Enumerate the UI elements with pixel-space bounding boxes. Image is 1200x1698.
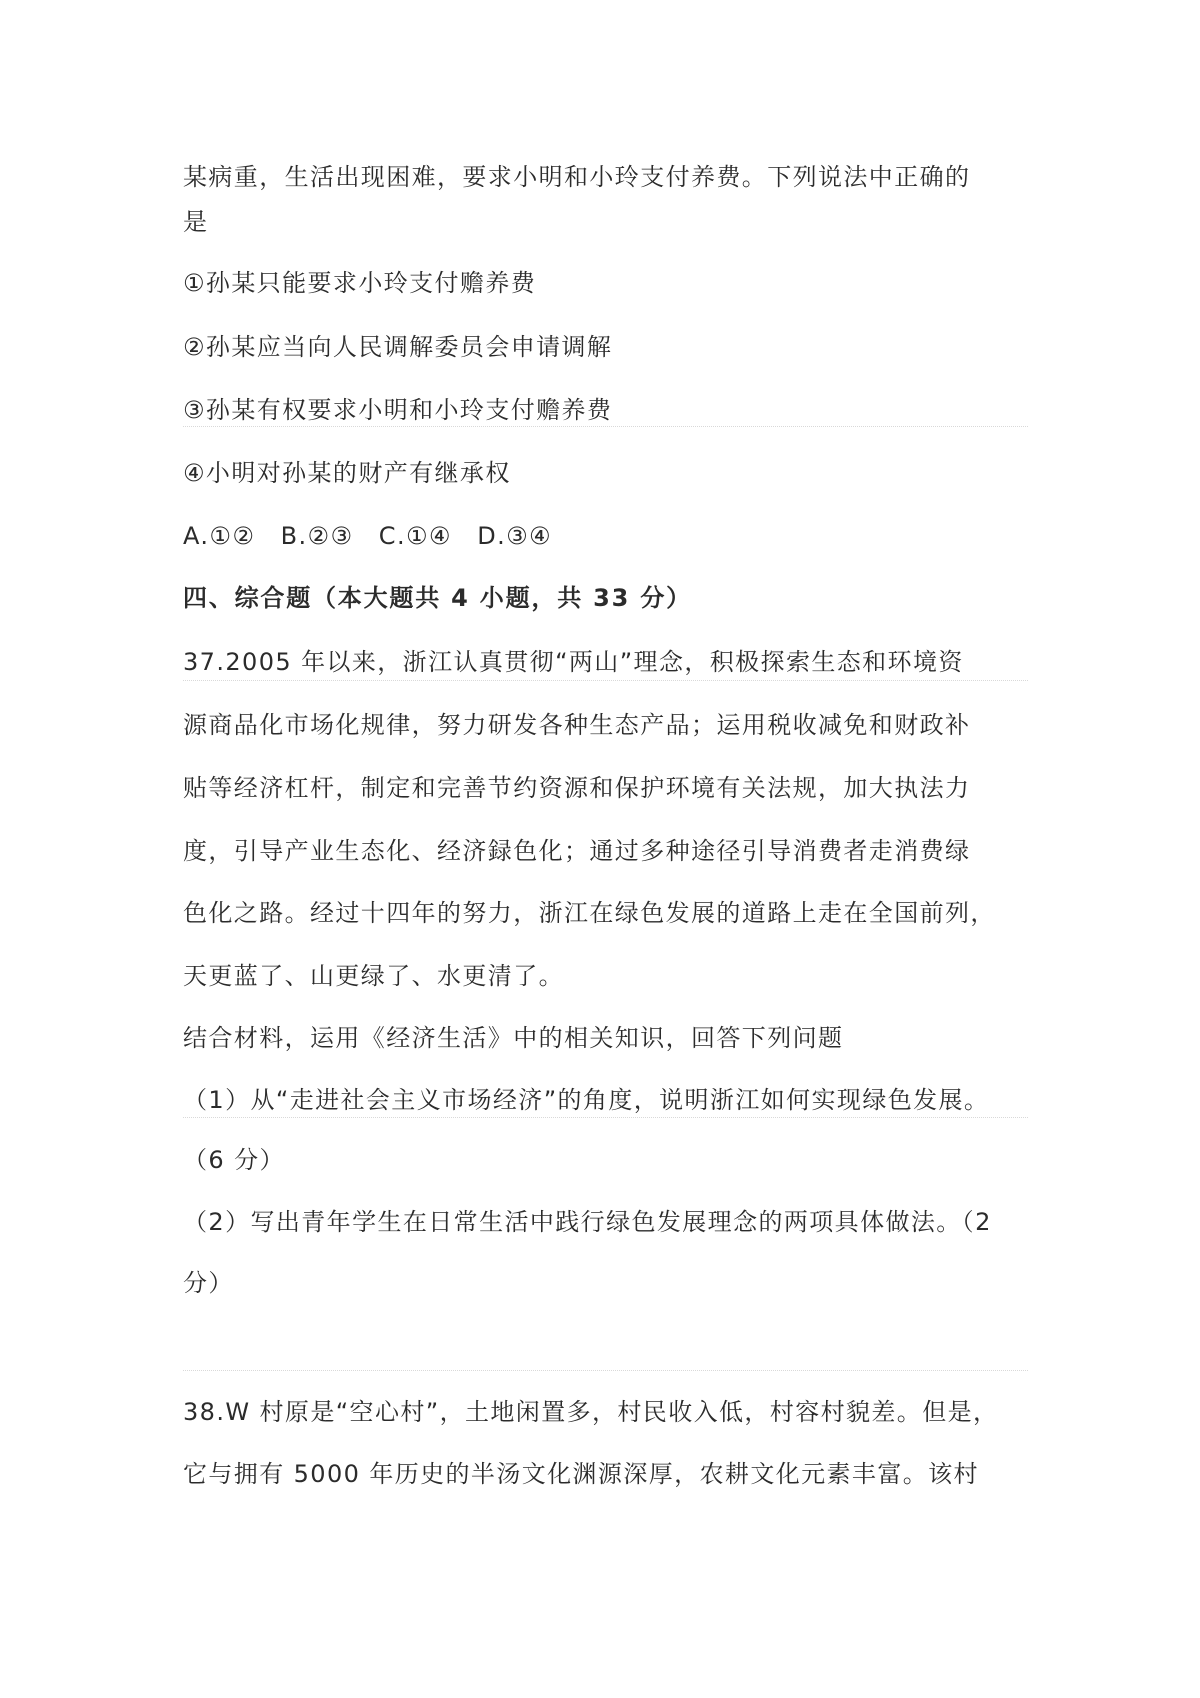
option-line-1: ①孙某只能要求小玲支付赡养费 bbox=[183, 269, 537, 297]
question-38-line: 38.W 村原是“空心村”，土地闲置多，村民收入低，村容村貌差。但是， bbox=[183, 1398, 999, 1426]
sub-question-2: （2）写出青年学生在日常生活中践行绿色发展理念的两项具体做法。（2 bbox=[183, 1208, 992, 1236]
dotted-divider bbox=[183, 426, 1028, 427]
question-37-line: 源商品化市场化规律，努力研发各种生态产品；运用税收减免和财政补 bbox=[183, 711, 971, 739]
sub-question-1: （1）从“走进社会主义市场经济”的角度，说明浙江如何实现绿色发展。 bbox=[183, 1086, 990, 1114]
text-line: 是 bbox=[183, 208, 209, 236]
question-38-line: 它与拥有 5000 年历史的半汤文化渊源深厚，农耕文化元素丰富。该村 bbox=[183, 1460, 979, 1488]
answer-choices: A.①② B.②③ C.①④ D.③④ bbox=[183, 522, 552, 550]
question-37-line: 色化之路。经过十四年的努力，浙江在绿色发展的道路上走在全国前列， bbox=[183, 899, 996, 927]
question-37-line: 度，引导产业生态化、经济録色化；通过多种途径引导消费者走消费绿 bbox=[183, 837, 971, 865]
question-37-line: 37.2005 年以来，浙江认真贯彻“两山”理念，积极探索生态和环境资 bbox=[183, 648, 964, 676]
option-line-4: ④小明对孙某的财产有继承权 bbox=[183, 459, 511, 487]
dotted-divider bbox=[183, 680, 1028, 681]
dotted-divider bbox=[183, 1370, 1028, 1371]
option-line-2: ②孙某应当向人民调解委员会申请调解 bbox=[183, 333, 613, 361]
text-line: 某病重，生活出现困难，要求小明和小玲支付养费。下列说法中正确的 bbox=[183, 163, 971, 191]
sub-question-1-score: （6 分） bbox=[183, 1146, 285, 1174]
question-37-line: 贴等经济杠杆，制定和完善节约资源和保护环境有关法规，加大执法力 bbox=[183, 774, 971, 802]
section-heading: 四、综合题（本大题共 4 小题，共 33 分） bbox=[183, 584, 692, 612]
question-37-prompt: 结合材料，运用《经济生活》中的相关知识，回答下列问题 bbox=[183, 1024, 844, 1052]
question-37-line: 天更蓝了、山更绿了、水更清了。 bbox=[183, 962, 564, 990]
option-line-3: ③孙某有权要求小明和小玲支付赡养费 bbox=[183, 396, 613, 424]
sub-question-2-score: 分） bbox=[183, 1269, 234, 1297]
dotted-divider bbox=[183, 1117, 1028, 1118]
